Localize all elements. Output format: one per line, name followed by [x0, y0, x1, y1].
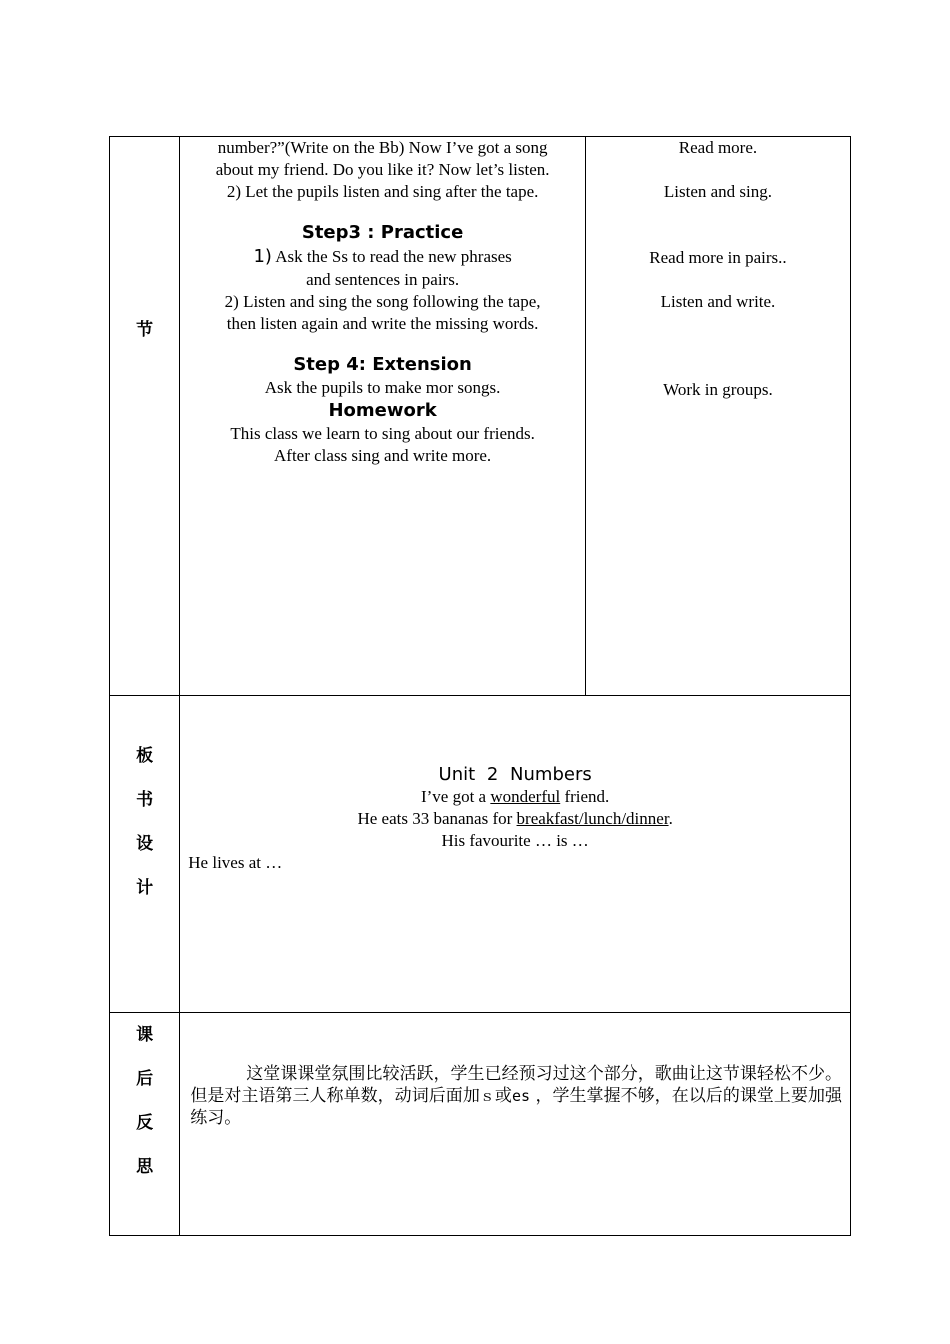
teaching-process-label: 节 — [110, 137, 180, 696]
homework-heading: Homework — [328, 400, 437, 421]
board-line: He lives at … — [188, 853, 283, 872]
lesson-plan-table — [109, 136, 851, 1236]
board-line: His favourite … is … — [441, 831, 589, 850]
step3-heading: Step3 : Practice — [301, 222, 464, 243]
reflection-label: 课 后 反 思 — [110, 1013, 180, 1236]
content-line: 2) Let the pupils listen and sing after the tape. — [226, 182, 539, 201]
step4-heading: Step 4: Extension — [293, 354, 472, 375]
activity-item: Work in groups. — [663, 380, 773, 399]
board-design-label: 板 书 设 计 — [110, 696, 180, 1013]
activity-item: Listen and write. — [660, 292, 776, 311]
teaching-process-row — [110, 137, 851, 696]
content-line: and sentences in pairs. — [306, 270, 460, 289]
content-line: This class we learn to sing about our friends. — [230, 424, 535, 443]
content-line: 2) Listen and sing the song following the tape, — [224, 292, 541, 311]
content-line: number?”(Write on the Bb) Now I’ve got a song — [217, 138, 548, 157]
content-line: 1) Ask the Ss to read the new phrases — [253, 246, 512, 267]
board-line: He eats 33 bananas for breakfast/lunch/dinner. — [357, 809, 673, 828]
board-design-content — [180, 696, 851, 1013]
content-line: Ask the pupils to make mor songs. — [264, 378, 501, 397]
activity-item: Read more. — [678, 138, 758, 157]
teaching-process-content — [180, 137, 586, 696]
unit-title: Unit 2 Numbers — [438, 764, 592, 785]
reflection-row — [110, 1013, 851, 1236]
content-line: then listen again and write the missing words. — [226, 314, 539, 333]
activity-item: Listen and sing. — [663, 182, 773, 201]
content-line: After class sing and write more. — [274, 446, 492, 465]
board-line: I’ve got a wonderful friend. — [420, 787, 610, 806]
board-design-row — [110, 696, 851, 1013]
reflection-content: 这堂课课堂氛围比较活跃，学生已经预习过这个部分，歌曲让这节课轻松不少。但是对主语第三人称单数，动词后面加ｓ或es ，学生掌握不够，在以后的课堂上要加强练习。 — [180, 1013, 851, 1236]
activity-item: Read more in pairs.. — [649, 248, 787, 267]
content-line: about my friend. Do you like it? Now let’s listen. — [215, 160, 550, 179]
student-activity-column — [585, 137, 850, 696]
